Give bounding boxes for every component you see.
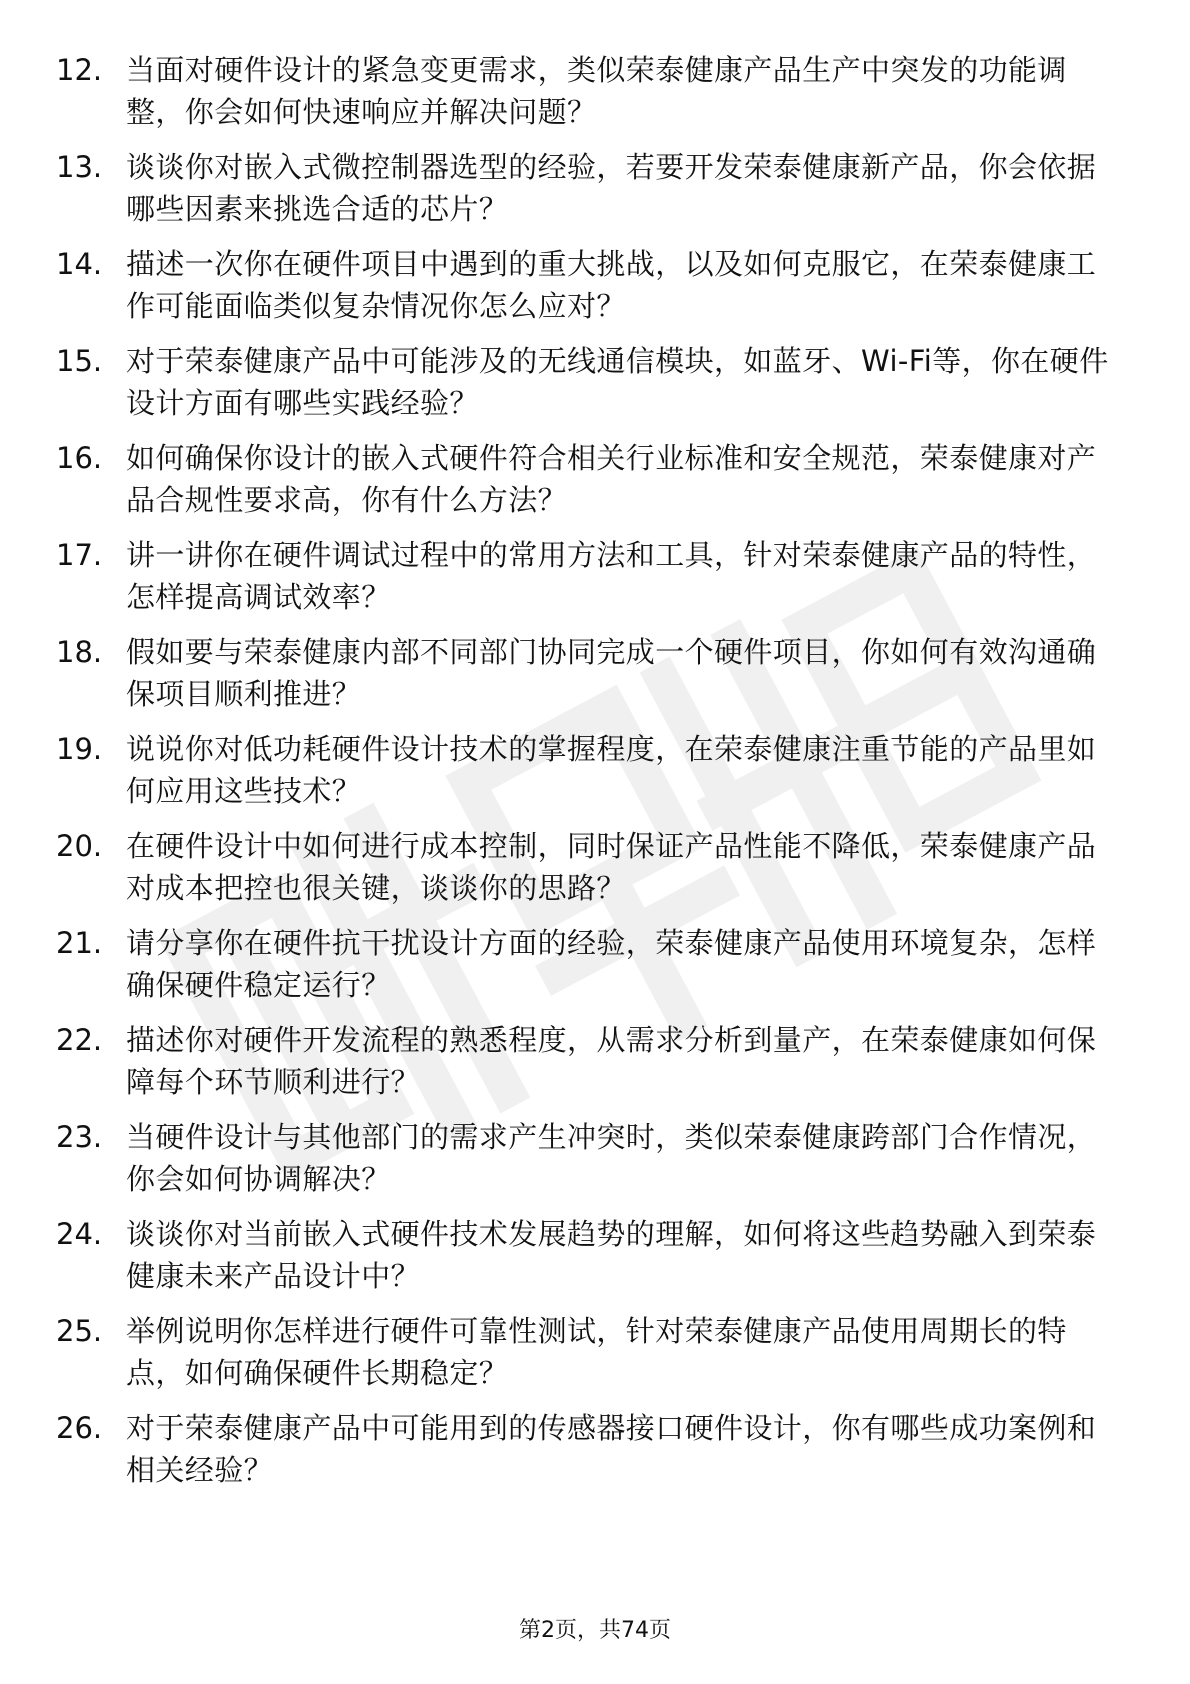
list-item — [0, 1408, 1190, 1505]
question-number: 16. — [56, 441, 103, 475]
question-number: 23. — [56, 1120, 103, 1154]
question-text: 谈谈你对嵌入式微控制器选型的经验，若要开发荣泰健康新产品，你会依据哪些因素来挑选合适的芯片？ — [126, 150, 1097, 226]
question-number: 21. — [56, 926, 103, 960]
page-footer: 第2页，共74页 — [519, 1618, 671, 1643]
list-item — [0, 244, 1190, 341]
question-text: 说说你对低功耗硬件设计技术的掌握程度，在荣泰健康注重节能的产品里如何应用这些技术？ — [126, 732, 1097, 808]
question-number: 22. — [56, 1023, 103, 1057]
list-item — [0, 1214, 1190, 1311]
question-text: 在硬件设计中如何进行成本控制，同时保证产品性能不降低，荣泰健康产品对成本把控也很关键，谈谈你的思路？ — [126, 829, 1097, 905]
question-text: 假如要与荣泰健康内部不同部门协同完成一个硬件项目，你如何有效沟通确保项目顺利推进？ — [126, 635, 1097, 711]
list-item — [0, 923, 1190, 1020]
list-item — [0, 729, 1190, 826]
question-text: 描述一次你在硬件项目中遇到的重大挑战，以及如何克服它，在荣泰健康工作可能面临类似复杂情况你怎么应对？ — [126, 247, 1097, 323]
list-item — [0, 535, 1190, 632]
question-text: 如何确保你设计的嵌入式硬件符合相关行业标准和安全规范，荣泰健康对产品合规性要求高，你有什么方法？ — [126, 441, 1097, 517]
question-text: 对于荣泰健康产品中可能涉及的无线通信模块，如蓝牙、Wi-Fi等，你在硬件设计方面有哪些实践经验？ — [126, 344, 1109, 420]
question-number: 12. — [56, 53, 103, 87]
question-number: 19. — [56, 732, 103, 766]
list-item — [0, 1311, 1190, 1408]
list-item — [0, 50, 1190, 147]
question-number: 25. — [56, 1314, 103, 1348]
question-text: 当面对硬件设计的紧急变更需求，类似荣泰健康产品生产中突发的功能调整，你会如何快速响应并解决问题？ — [126, 53, 1067, 129]
question-number: 14. — [56, 247, 103, 281]
question-text: 谈谈你对当前嵌入式硬件技术发展趋势的理解，如何将这些趋势融入到荣泰健康未来产品设计中？ — [126, 1217, 1097, 1293]
list-item — [0, 1117, 1190, 1214]
question-text: 对于荣泰健康产品中可能用到的传感器接口硬件设计，你有哪些成功案例和相关经验？ — [126, 1411, 1097, 1487]
question-number: 26. — [56, 1411, 103, 1445]
list-item — [0, 632, 1190, 729]
question-number: 20. — [56, 829, 103, 863]
question-number: 18. — [56, 635, 103, 669]
question-number: 24. — [56, 1217, 103, 1251]
question-text: 举例说明你怎样进行硬件可靠性测试，针对荣泰健康产品使用周期长的特点，如何确保硬件长期稳定？ — [126, 1314, 1067, 1390]
list-item — [0, 341, 1190, 438]
question-number: 15. — [56, 344, 103, 378]
list-item — [0, 826, 1190, 923]
question-number: 17. — [56, 538, 103, 572]
question-number: 13. — [56, 150, 103, 184]
question-text: 请分享你在硬件抗干扰设计方面的经验，荣泰健康产品使用环境复杂，怎样确保硬件稳定运行？ — [126, 926, 1097, 1002]
question-list — [0, 50, 1190, 1505]
list-item — [0, 438, 1190, 535]
question-text: 描述你对硬件开发流程的熟悉程度，从需求分析到量产，在荣泰健康如何保障每个环节顺利进行？ — [126, 1023, 1097, 1099]
list-item — [0, 147, 1190, 244]
question-text: 当硬件设计与其他部门的需求产生冲突时，类似荣泰健康跨部门合作情况，你会如何协调解决？ — [126, 1120, 1097, 1196]
question-text: 讲一讲你在硬件调试过程中的常用方法和工具，针对荣泰健康产品的特性，怎样提高调试效率？ — [126, 538, 1097, 614]
list-item — [0, 1020, 1190, 1117]
